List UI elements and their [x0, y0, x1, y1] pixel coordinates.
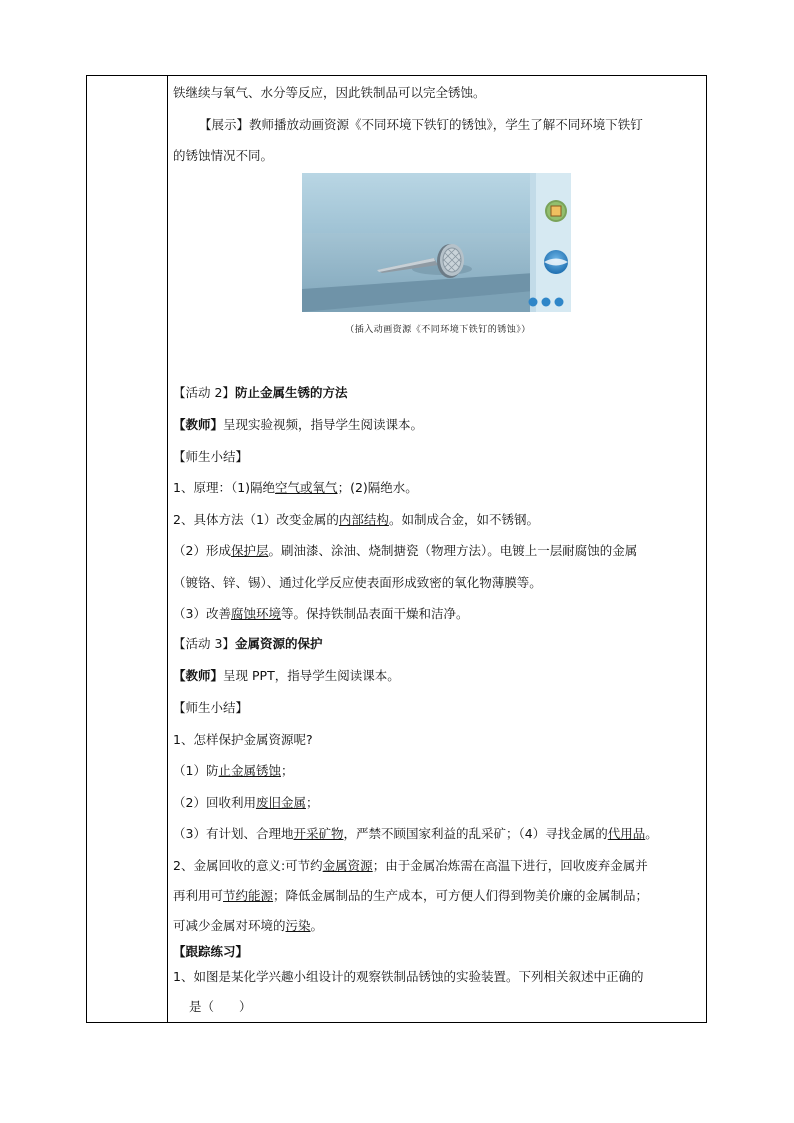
summary-heading-1: 【师生小结】	[173, 449, 249, 464]
replay-icon	[555, 298, 564, 307]
blank-substitutes: 代用品	[607, 826, 646, 841]
teacher-note-1	[173, 417, 423, 433]
summary-heading-2: 【师生小结】	[173, 700, 249, 715]
method-line-4: （3）改善腐蚀环境等。保持铁制品表面干燥和洁净。	[173, 606, 469, 621]
play-icon	[529, 298, 538, 307]
activity-3-tag: 【活动 3】	[173, 636, 235, 651]
question-protect: 1、怎样保护金属资源呢?	[173, 732, 313, 747]
protect-item-1: （1）防止金属锈蚀；	[173, 763, 294, 778]
exercise-1: 1、如图是某化学兴趣小组设计的观察铁制品锈蚀的实验装置。下列相关叙述中正确的	[173, 969, 644, 984]
protect-item-2: （2）回收利用废旧金属；	[173, 795, 319, 810]
paragraph-display	[199, 117, 643, 133]
activity-2-heading	[173, 385, 347, 401]
column-divider	[167, 76, 168, 1022]
method-line-3: （镀铬、锌、锡）、通过化学反应使表面形成致密的氧化物薄膜等。	[173, 575, 542, 590]
follow-up-heading: 【跟踪练习】	[173, 944, 249, 959]
teacher-tag-2: 【教师】	[173, 668, 224, 683]
blank-scrap-metal: 废旧金属	[255, 795, 306, 810]
paragraph-iron-rust: 铁继续与氧气、水分等反应，因此铁制品可以完全锈蚀。	[173, 85, 486, 100]
photo-icon	[545, 200, 567, 222]
blank-prevent-corrosion: 止金属锈蚀	[218, 763, 281, 778]
teacher-tag-1: 【教师】	[173, 417, 224, 432]
animation-screenshot[interactable]	[302, 173, 571, 312]
activity-3-title: 金属资源的保护	[234, 636, 323, 651]
recycle-significance-1: 2、金属回收的意义:可节约金属资源；由于金属冶炼需在高温下进行，回收废弃金属并	[173, 858, 648, 873]
blank-pollution: 污染	[285, 918, 311, 933]
principle-line: 1、原理：（1)隔绝空气或氧气；(2)隔绝水。	[173, 480, 418, 495]
blank-save-energy: 节约能源	[223, 888, 274, 903]
method-line-1: 2、具体方法（1）改变金属的内部结构。如制成合金，如不锈钢。	[173, 512, 539, 527]
pause-icon	[542, 298, 551, 307]
activity-2-tag: 【活动 2】	[173, 385, 235, 400]
recycle-significance-3: 可减少金属对环境的污染。	[173, 918, 324, 933]
blank-corrosion-environment: 腐蚀环境	[230, 606, 281, 621]
protect-item-3: （3）有计划、合理地开采矿物，严禁不顾国家利益的乱采矿；（4）寻找金属的代用品。	[173, 826, 658, 841]
method-line-2: （2）形成保护层。刷油漆、涂油、烧制搪瓷（物理方法）。电镀上一层耐腐蚀的金属	[173, 543, 638, 558]
globe-icon	[544, 250, 568, 274]
activity-2-title: 防止金属生锈的方法	[234, 385, 348, 400]
blank-protective-layer: 保护层	[230, 543, 269, 558]
activity-3-heading	[173, 636, 322, 652]
display-text: 教师播放动画资源《不同环境下铁钉的锈蚀》，学生了解不同环境下铁钉	[249, 117, 643, 132]
blank-metal-resources: 金属资源	[322, 858, 373, 873]
paragraph-display-cont: 的锈蚀情况不同。	[173, 148, 274, 163]
control-buttons	[529, 298, 564, 307]
exercise-1-answer: 是（ ）	[189, 999, 252, 1014]
teacher-text-1: 呈现实验视频，指导学生阅读课本。	[223, 417, 424, 432]
teacher-note-2	[173, 668, 400, 684]
image-caption: （插入动画资源《不同环境下铁钉的锈蚀》）	[345, 325, 531, 335]
display-tag: 【展示】	[199, 117, 250, 132]
blank-internal-structure: 内部结构	[338, 512, 389, 527]
recycle-significance-2: 再利用可节约能源；降低金属制品的生产成本，可方便人们得到物美价廉的金属制品；	[173, 888, 649, 903]
blank-air-oxygen: 空气或氧气	[275, 480, 338, 495]
blank-mining: 开采矿物	[293, 826, 344, 841]
teacher-text-2: 呈现 PPT，指导学生阅读课本。	[223, 668, 400, 683]
